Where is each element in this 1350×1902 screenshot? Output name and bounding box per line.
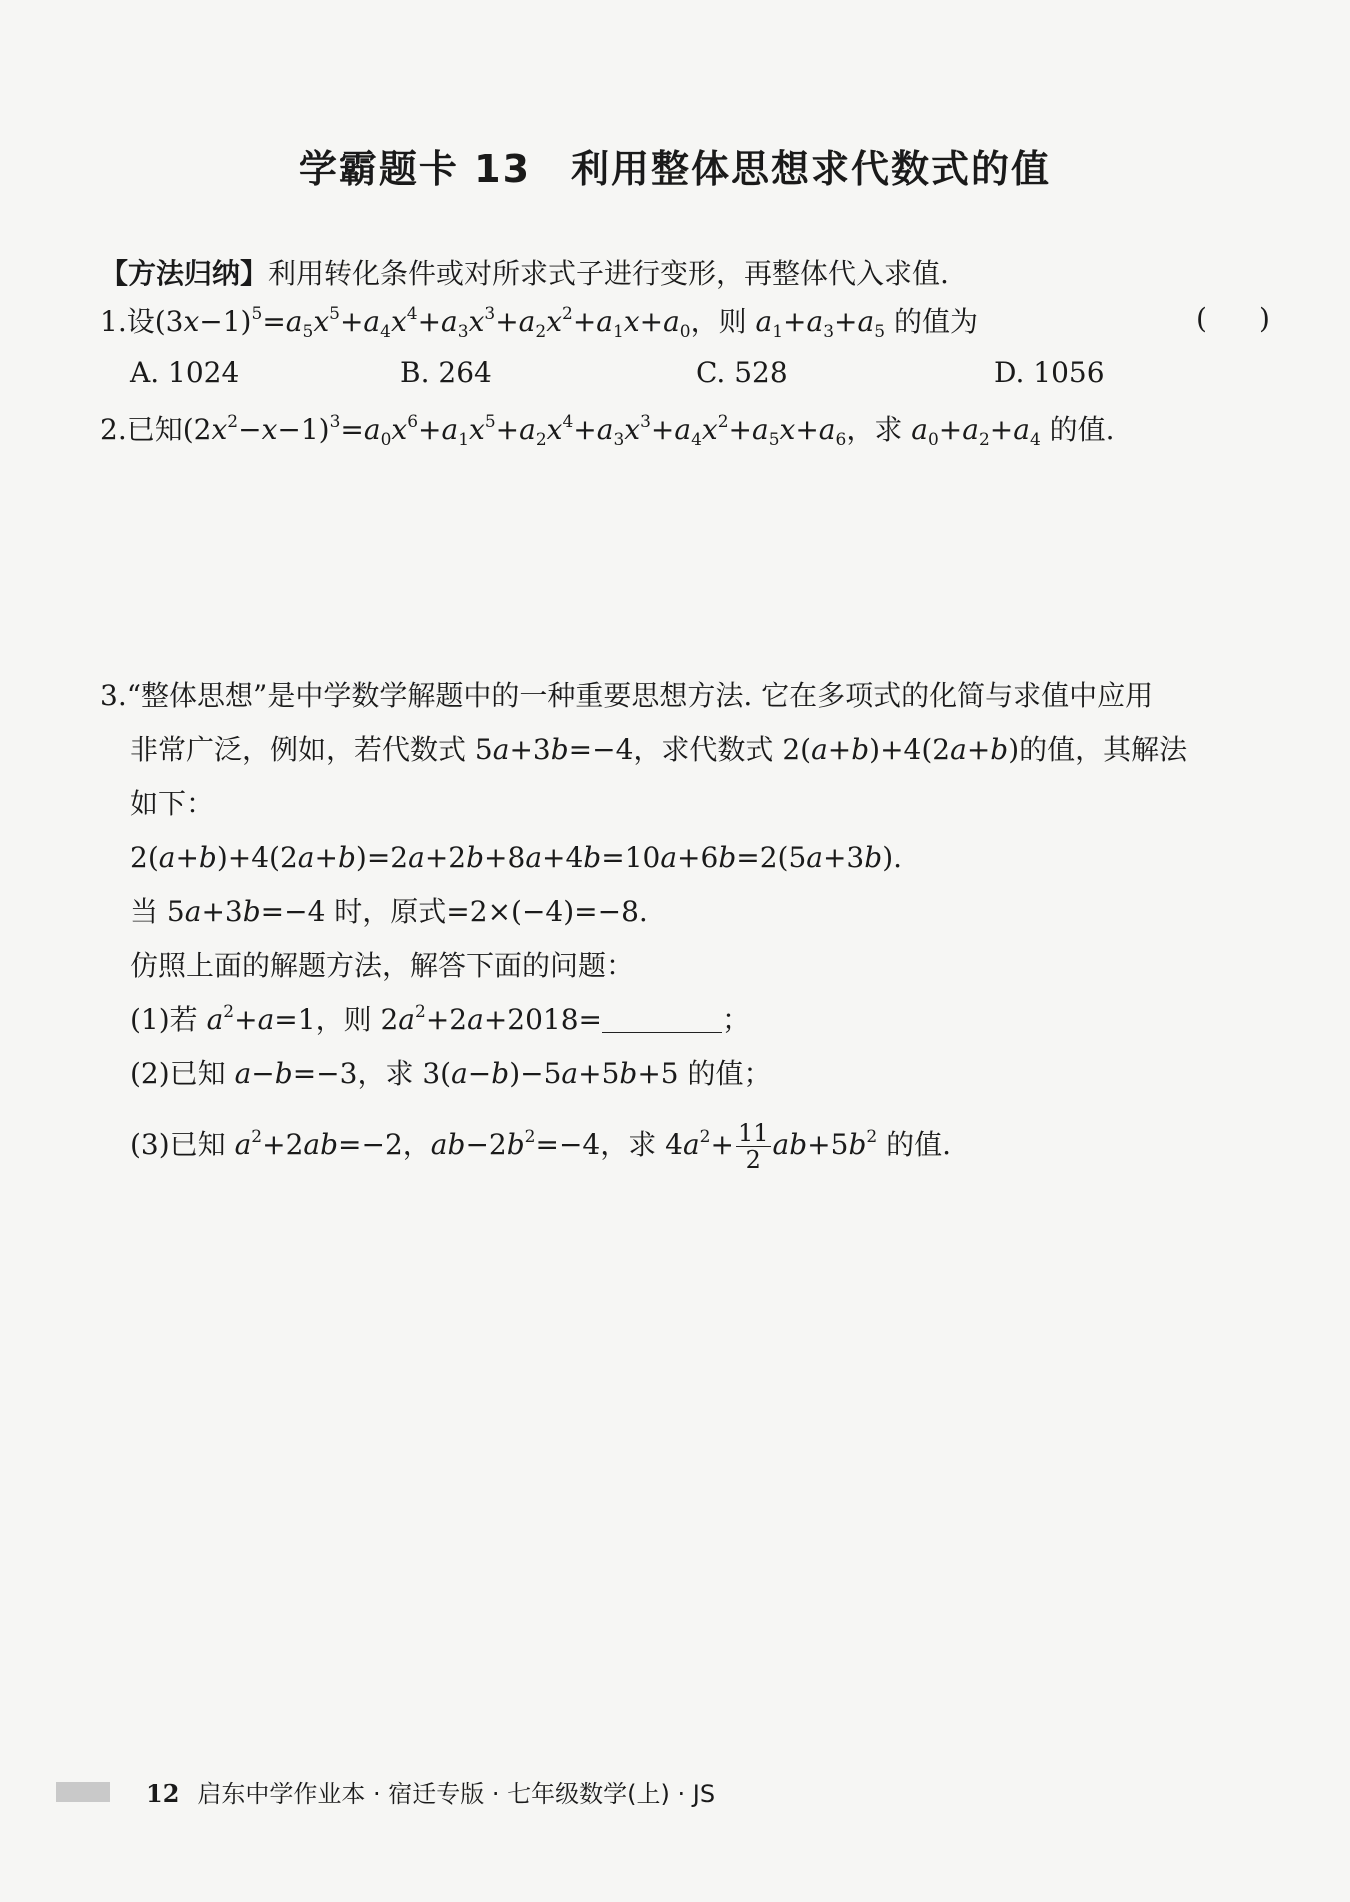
page-footer — [146, 1774, 715, 1809]
sub-question-3: (3)已知 $a^2+2ab=-2$，$ab-2b^2=-4$，求 $4a^2+$ $\frac{11}{2}$ $ab+5b^2$ 的值. — [130, 1119, 952, 1174]
sub-sep: ，求 — [357, 1057, 414, 1090]
topic-title: 利用整体思想求代数式的值 — [571, 147, 1052, 191]
card-number: 学霸题卡 13 — [298, 147, 532, 191]
question-2 — [100, 410, 1115, 450]
equation-2: $(2x^2-x-1)^3=a_0x^6+a_1x^5+a_2x^4+a_3x^3+a_4x^2+a_5x+a_6$，求 $a_0+a_2+a_4$ — [182, 412, 1041, 450]
sub-label: (2)已知 — [130, 1057, 226, 1090]
fraction-11-2 — [736, 1120, 771, 1173]
answer-blank[interactable] — [602, 1004, 722, 1033]
when-result: 时，原式=2×(−4)=−8. — [334, 895, 648, 928]
method-tag: 【方法归纳】 — [100, 257, 269, 290]
sub-question-2: (2)已知 a−b=−3，求 3(a−b)−5a+5b+5 的值； — [130, 1057, 772, 1090]
paren-open: ( — [1196, 302, 1207, 335]
question-suffix: 的值为 — [893, 305, 978, 338]
sub-question-1: (1)若 $a^2+a=1$，则 $2a^2+2a+2018=$ ； — [130, 1002, 751, 1036]
option-b[interactable]: B. 264 — [400, 356, 492, 389]
solution-expansion: 2(a+b)+4(2a+b)=2a+2b+8a+4b=10a+6b=2(5a+3b). — [130, 841, 903, 874]
question-lead: 设 — [126, 305, 155, 338]
when-label: 当 — [130, 895, 159, 928]
sub-end: 的值； — [687, 1057, 772, 1090]
sub-sep: ，则 — [315, 1003, 372, 1036]
book-title: 启东中学作业本 · 宿迁专版 · 七年级数学(上) · JS — [197, 1780, 716, 1808]
sub-end: ； — [722, 1003, 751, 1036]
page-title — [0, 138, 1350, 193]
sub-label: (1)若 — [130, 1003, 198, 1036]
method-summary — [100, 254, 949, 294]
question-suffix: 的值. — [1049, 413, 1115, 446]
answer-parentheses[interactable] — [1196, 302, 1286, 335]
intro-text: “整体思想”是中学数学解题中的一种重要思想方法. 它在多项式的化简与求值中应用 — [126, 679, 1154, 712]
option-c[interactable]: C. 528 — [696, 356, 788, 389]
solution-substitution: 当 5a+3b=−4 时，原式=2×(−4)=−8. — [130, 895, 648, 928]
footer-decoration-bar — [56, 1782, 110, 1802]
question-3-intro-line3: 如下： — [130, 787, 215, 820]
page-number: 12 — [146, 1779, 180, 1808]
paren-close: ) — [1258, 302, 1270, 335]
option-d[interactable]: D. 1056 — [994, 356, 1105, 389]
question-number: 2. — [100, 413, 127, 446]
option-a[interactable]: A. 1024 — [130, 356, 240, 389]
sub-sep: ， — [402, 1128, 431, 1161]
imitate-instruction: 仿照上面的解题方法，解答下面的问题： — [130, 949, 635, 982]
fraction-numerator: 11 — [737, 1119, 769, 1147]
question-1 — [100, 302, 978, 342]
method-text: 利用转化条件或对所求式子进行变形，再整体代入求值. — [268, 257, 949, 290]
intro-text: 非常广泛，例如，若代数式 — [130, 733, 467, 766]
sub-label: (3)已知 — [130, 1128, 226, 1161]
intro-text: ，求代数式 — [633, 733, 774, 766]
equation-1: $(3x-1)^5=a_5x^5+a_4x^4+a_3x^3+a_2x^2+a_1x+a_0$，则 $a_1+a_3+a_5$ — [154, 304, 886, 342]
sub-sep: ，求 — [600, 1128, 657, 1161]
fraction-denominator: 2 — [745, 1146, 761, 1174]
question-number: 1. — [100, 305, 127, 338]
sub-end: 的值. — [886, 1128, 952, 1161]
question-lead: 已知 — [126, 413, 183, 446]
question-3-intro-line2: 非常广泛，例如，若代数式 5a+3b=−4，求代数式 2(a+b)+4(2a+b)的值，其解法 — [130, 733, 1188, 766]
question-3-intro-line1 — [100, 676, 1153, 716]
question-number: 3. — [100, 679, 127, 712]
intro-text: 的值，其解法 — [1019, 733, 1188, 766]
